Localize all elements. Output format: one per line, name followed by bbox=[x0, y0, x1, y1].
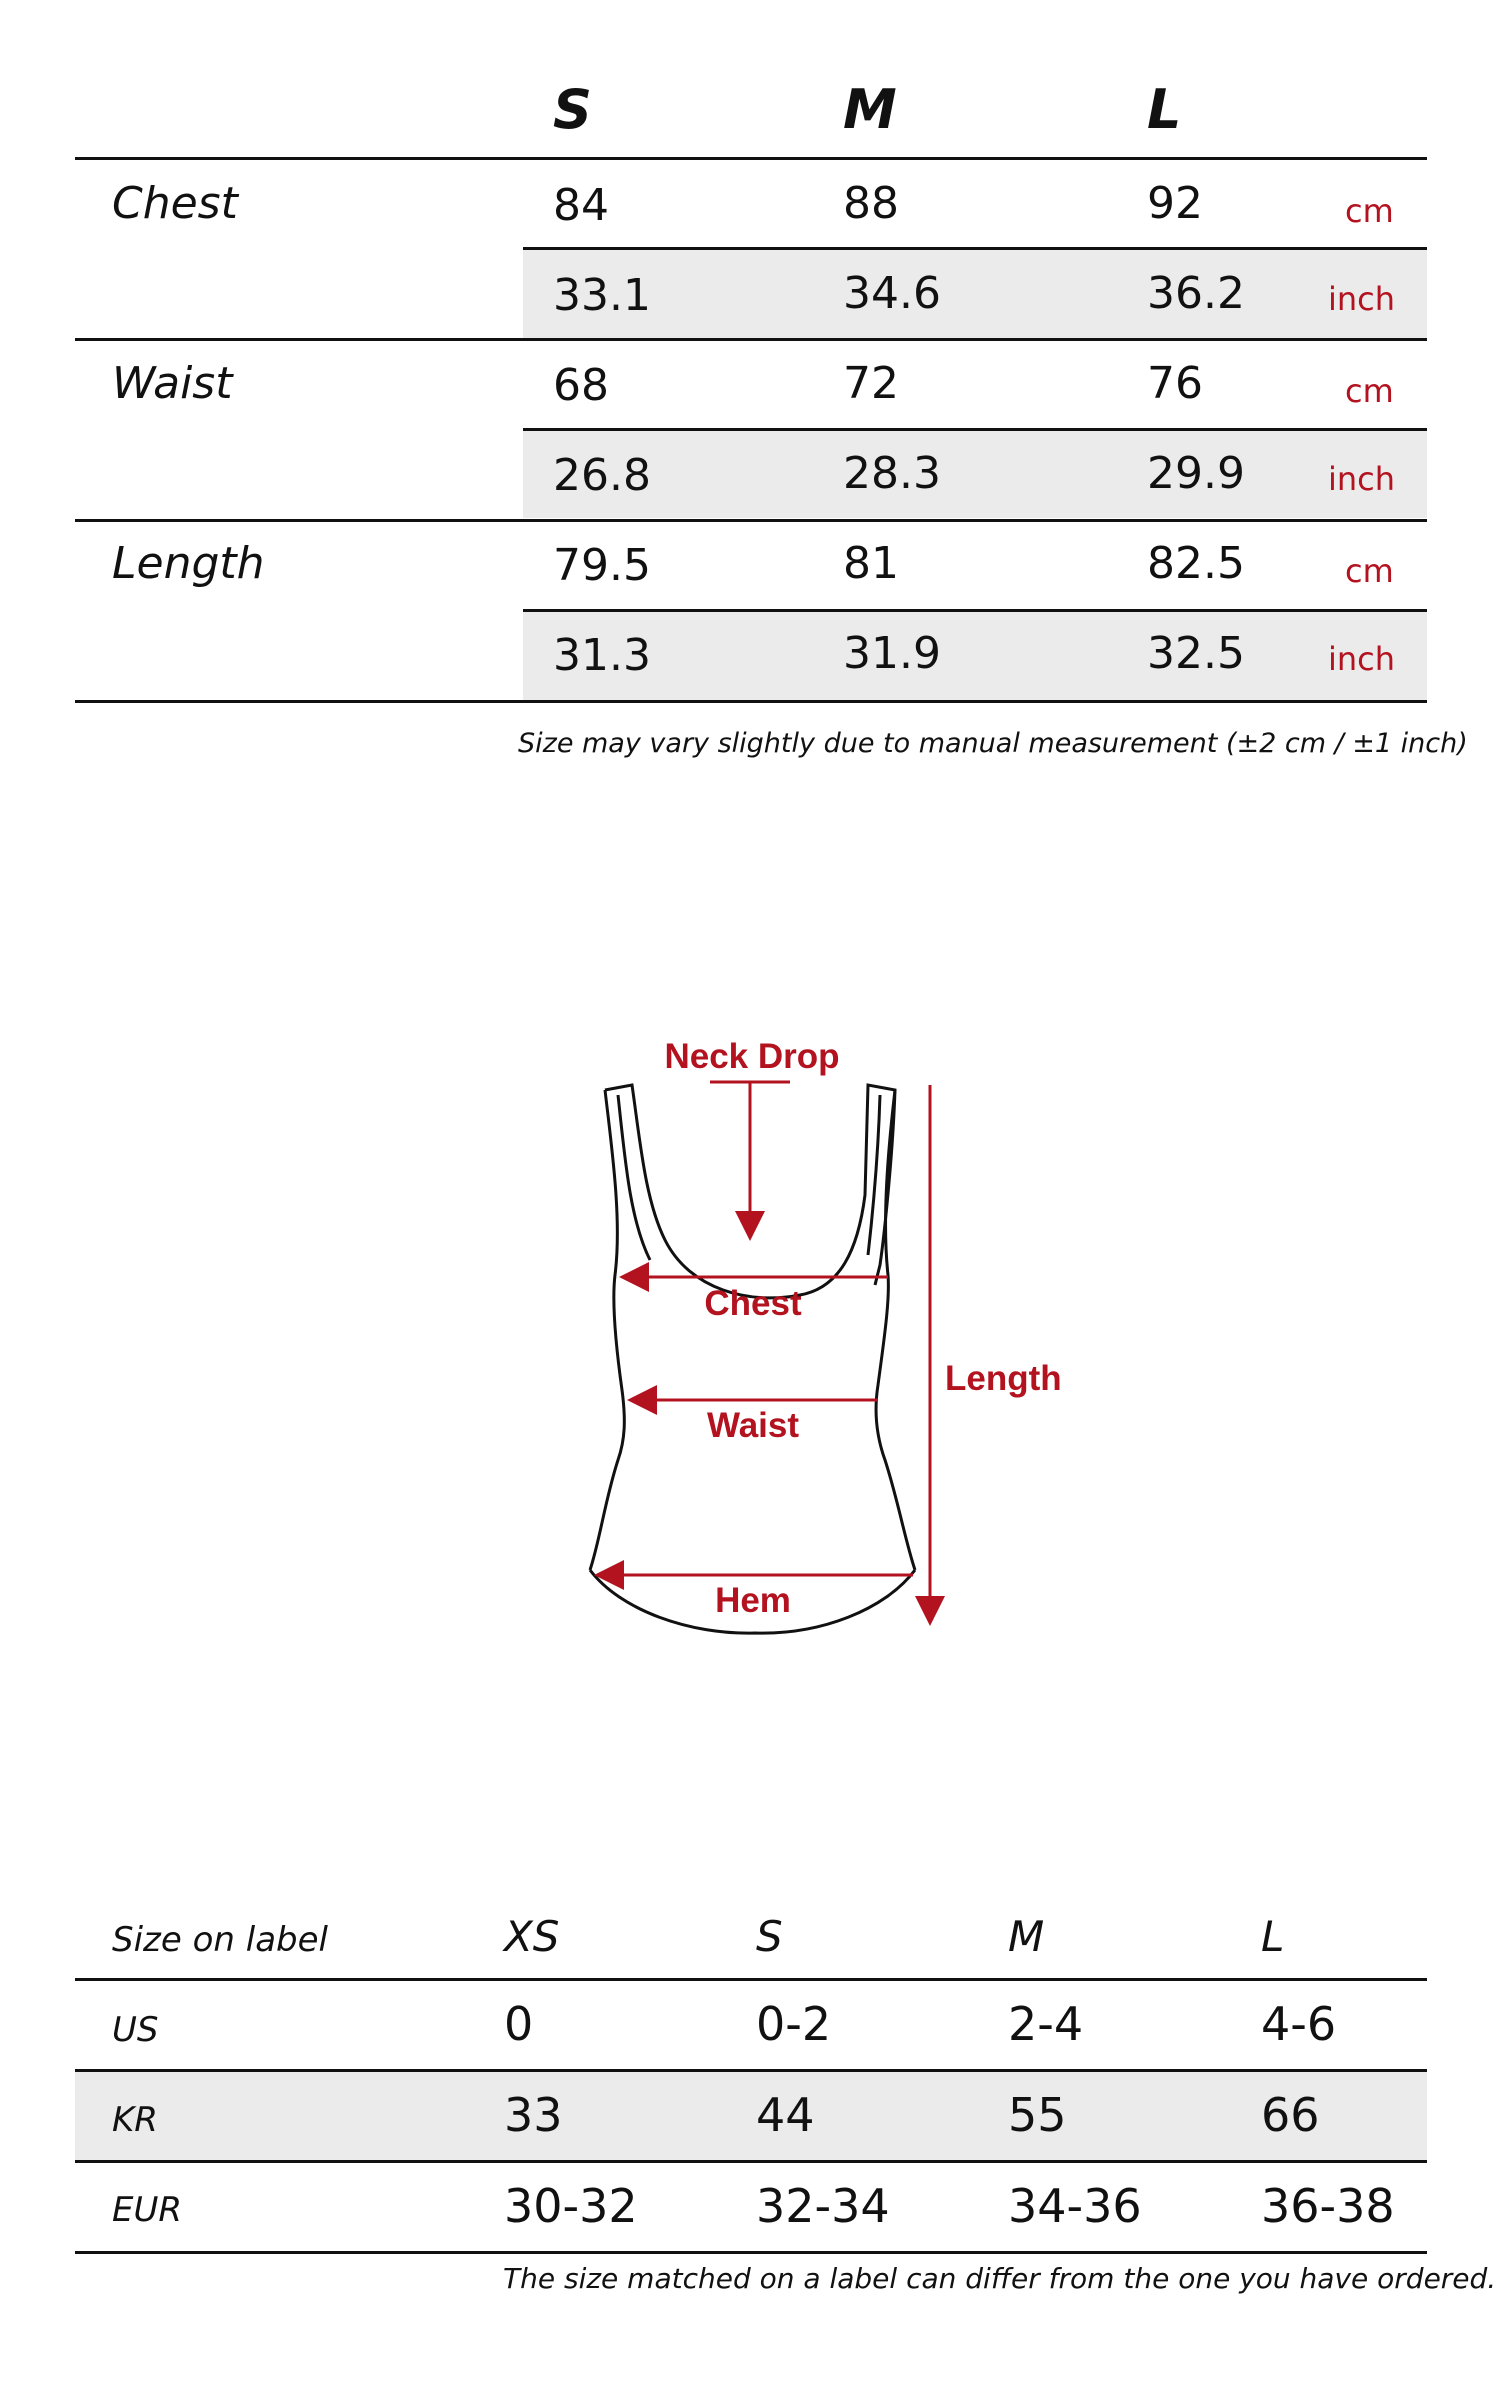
us-m: 2-4 bbox=[1008, 1997, 1084, 2051]
unit-inch: inch bbox=[1328, 280, 1396, 318]
conversion-note: The size matched on a label can differ from the one you have ordered. bbox=[503, 2262, 1497, 2295]
waist-s-inch: 26.8 bbox=[553, 450, 651, 501]
length-s-cm: 79.5 bbox=[553, 540, 651, 591]
size-header-m: M bbox=[843, 78, 897, 141]
waist-m-cm: 72 bbox=[843, 358, 899, 409]
waist-l-inch: 29.9 bbox=[1147, 448, 1245, 499]
chest-s-cm: 84 bbox=[553, 180, 609, 231]
length-l-cm: 82.5 bbox=[1147, 538, 1245, 589]
us-xs: 0 bbox=[504, 1997, 534, 2051]
eur-l: 36-38 bbox=[1261, 2179, 1395, 2233]
length-s-inch: 31.3 bbox=[553, 630, 651, 681]
garment-outline bbox=[590, 1085, 915, 1633]
chest-m-cm: 88 bbox=[843, 178, 899, 229]
label-neck-drop: Neck Drop bbox=[664, 1037, 840, 1076]
measurement-note: Size may vary slightly due to manual measurement (±2 cm / ±1 inch) bbox=[518, 728, 1468, 759]
chest-s-inch: 33.1 bbox=[553, 270, 651, 321]
waist-s-cm: 68 bbox=[553, 360, 609, 411]
unit-inch: inch bbox=[1328, 460, 1396, 498]
kr-s: 44 bbox=[756, 2088, 815, 2142]
table-rule bbox=[75, 2160, 1427, 2163]
unit-cm: cm bbox=[1345, 552, 1394, 590]
conv-size-l: L bbox=[1261, 1912, 1285, 1961]
row-shade-kr bbox=[75, 2072, 1427, 2160]
eur-m: 34-36 bbox=[1008, 2179, 1142, 2233]
label-length: Length bbox=[945, 1359, 1062, 1398]
eur-xs: 30-32 bbox=[504, 2179, 638, 2233]
unit-cm: cm bbox=[1345, 192, 1394, 230]
waist-l-cm: 76 bbox=[1147, 358, 1203, 409]
length-m-cm: 81 bbox=[843, 538, 899, 589]
size-header-l: L bbox=[1147, 78, 1182, 141]
kr-l: 66 bbox=[1261, 2088, 1320, 2142]
table-rule bbox=[75, 2251, 1427, 2254]
label-waist: Waist bbox=[706, 1406, 800, 1445]
size-on-label-header: Size on label bbox=[112, 1920, 328, 1960]
region-eur: EUR bbox=[112, 2190, 182, 2230]
table-rule bbox=[75, 2069, 1427, 2072]
us-s: 0-2 bbox=[756, 1997, 832, 2051]
conv-size-m: M bbox=[1008, 1912, 1045, 1961]
chest-l-inch: 36.2 bbox=[1147, 268, 1245, 319]
row-label-chest: Chest bbox=[112, 178, 238, 229]
row-label-length: Length bbox=[112, 538, 265, 589]
unit-cm: cm bbox=[1345, 372, 1394, 410]
conv-size-xs: XS bbox=[504, 1912, 560, 1961]
label-chest: Chest bbox=[704, 1284, 802, 1323]
chest-l-cm: 92 bbox=[1147, 178, 1203, 229]
length-m-inch: 31.9 bbox=[843, 628, 941, 679]
label-hem: Hem bbox=[715, 1581, 791, 1620]
us-l: 4-6 bbox=[1261, 1997, 1337, 2051]
region-kr: KR bbox=[112, 2100, 158, 2140]
region-us: US bbox=[112, 2010, 159, 2050]
row-label-waist: Waist bbox=[112, 358, 233, 409]
kr-xs: 33 bbox=[504, 2088, 563, 2142]
size-header-s: S bbox=[553, 78, 592, 141]
table-rule bbox=[75, 1978, 1427, 1981]
waist-m-inch: 28.3 bbox=[843, 448, 941, 499]
eur-s: 32-34 bbox=[756, 2179, 890, 2233]
chest-m-inch: 34.6 bbox=[843, 268, 941, 319]
length-l-inch: 32.5 bbox=[1147, 628, 1245, 679]
kr-m: 55 bbox=[1008, 2088, 1067, 2142]
conv-size-s: S bbox=[756, 1912, 783, 1961]
unit-inch: inch bbox=[1328, 640, 1396, 678]
